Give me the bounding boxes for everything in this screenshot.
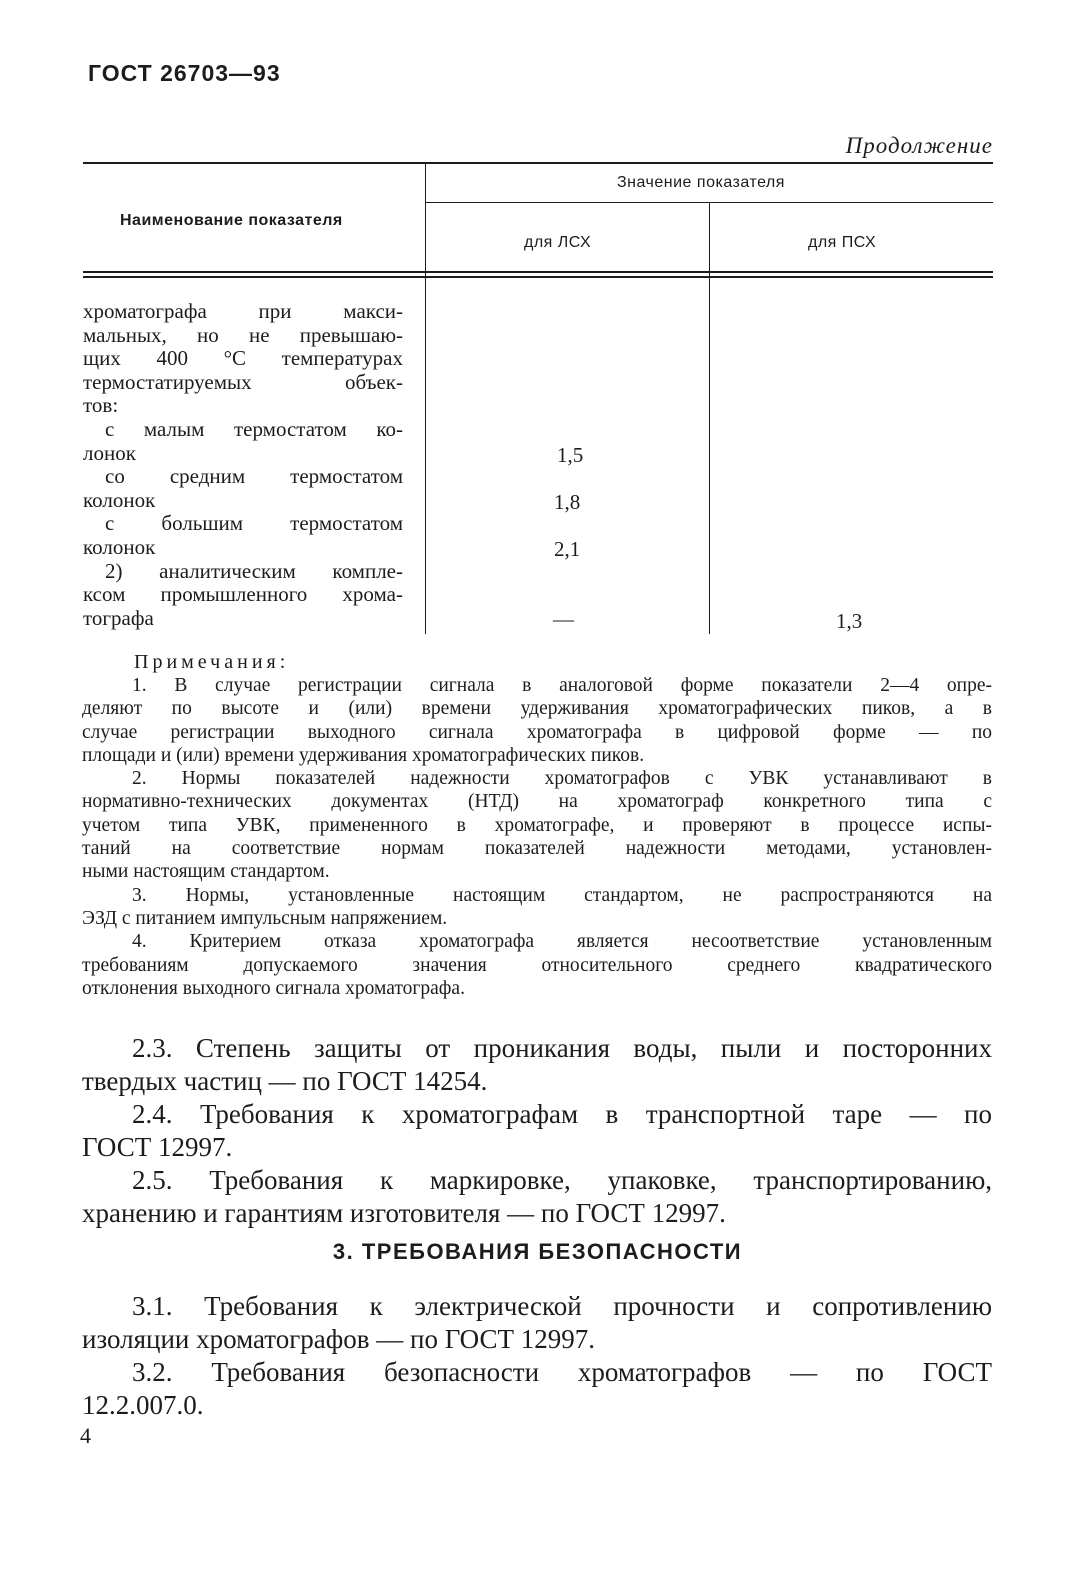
name-column-header: Наименование показателя: [120, 212, 343, 229]
table-top-rule: [83, 162, 993, 164]
table-header-bottom-rule-2: [83, 276, 993, 278]
table-line: тографа: [83, 605, 154, 630]
clause-line: твердых частиц — по ГОСТ 14254.: [82, 1066, 488, 1096]
psh-column-header: для ПСХ: [808, 234, 877, 251]
table-line: колонок: [83, 534, 156, 559]
note-line: 4. Критерием отказа хроматографа является несоответствие установленным: [132, 931, 992, 953]
note-line: 3. Нормы, установленные настоящим стандартом, не распространяются на: [132, 884, 992, 906]
table-line: 2) аналитическим комплe-: [105, 558, 403, 583]
notes-title: Примечания:: [134, 651, 290, 673]
notes-block: [82, 674, 992, 1000]
table-line: колонок: [83, 487, 156, 512]
table-line: тов:: [83, 393, 119, 418]
clause-line: 2.3. Степень защиты от проникания воды, пыли и посторонних: [132, 1033, 992, 1063]
table-line: лонок: [83, 440, 136, 465]
section3-line: 3.1. Требования к электрической прочности и сопротивлению: [132, 1291, 992, 1321]
column-divider-values: [709, 202, 710, 634]
value-column-header: Значение показателя: [617, 174, 785, 191]
note-line: 2. Нормы показателей надежности хроматографов с УВК устанавливают в: [132, 768, 992, 790]
section3-line: 12.2.007.0.: [82, 1390, 204, 1420]
table-line: со средним термостатом: [105, 464, 403, 489]
clauses-block: [82, 1032, 992, 1230]
table-line: с большим термостатом: [105, 511, 403, 536]
column-divider-name: [425, 164, 426, 634]
clause-line: 2.5. Требования к маркировке, упаковке, транспортированию,: [132, 1165, 992, 1195]
note-line: 1. В случае регистрации сигнала в аналоговой форме показатели 2—4 опре-: [132, 675, 992, 696]
table-header-bottom-rule: [83, 271, 993, 273]
value-analytic-lsh: —: [553, 607, 574, 631]
note-line: учетом типа УВК, примененного в хроматографе, и проверяют в процессе испы-: [82, 814, 992, 836]
note-line: таний на соответствие нормам показателей надежности методами, установлен-: [82, 838, 992, 860]
table-line: щих 400 °С температурах: [83, 346, 403, 371]
lsh-column-header: для ЛСХ: [524, 234, 592, 251]
table-name-cell: [83, 300, 403, 630]
note-line: площади и (или) времени удерживания хроматографических пиков.: [82, 744, 645, 766]
section3-line: 3.2. Требования безопасности хроматографов — по ГОСТ: [132, 1357, 992, 1387]
page-number: 4: [80, 1423, 91, 1448]
section-heading: 3. ТРЕБОВАНИЯ БЕЗОПАСНОСТИ: [332, 1239, 743, 1264]
note-line: отклонения выходного сигнала хроматографа.: [82, 977, 465, 999]
note-line: ными настоящим стандартом.: [82, 861, 330, 883]
clause-line: ГОСТ 12997.: [82, 1132, 233, 1162]
table-line: ксом промышленного хрома-: [83, 582, 403, 607]
table-line: с малым термостатом ко-: [105, 416, 403, 441]
clause-line: 2.4. Требования к хроматографам в транспортной таре — по: [132, 1099, 992, 1129]
value-small-lsh: 1,5: [557, 443, 584, 467]
table-line: термостатируемых объек-: [83, 369, 403, 394]
section3-block: [82, 1290, 992, 1422]
continuation-label: Продолжение: [845, 133, 993, 158]
note-line: нормативно-технических документах (НТД) на хроматограф конкретного типа с: [82, 791, 992, 813]
clause-line: хранению и гарантиям изготовителя — по ГОСТ 12997.: [82, 1198, 726, 1228]
table-line: хроматографа при макси-: [83, 299, 403, 323]
section3-line: изоляции хроматографов — по ГОСТ 12997.: [82, 1324, 595, 1354]
value-medium-lsh: 1,8: [554, 490, 581, 514]
note-line: случае регистрации выходного сигнала хроматографа в цифровой форме — по: [82, 721, 992, 743]
table-line: мальных, но не превышаю-: [83, 322, 403, 347]
note-line: ЭЗД с питанием импульсным напряжением.: [82, 907, 448, 929]
note-line: требованиям допускаемого значения относительного среднего квадратического: [82, 954, 992, 976]
value-large-lsh: 2,1: [554, 537, 581, 561]
value-analytic-psh: 1,3: [836, 609, 863, 633]
document-code: ГОСТ 26703—93: [88, 60, 281, 86]
note-line: деляют по высоте и (или) времени удерживания хроматографических пиков, а в: [82, 698, 992, 720]
